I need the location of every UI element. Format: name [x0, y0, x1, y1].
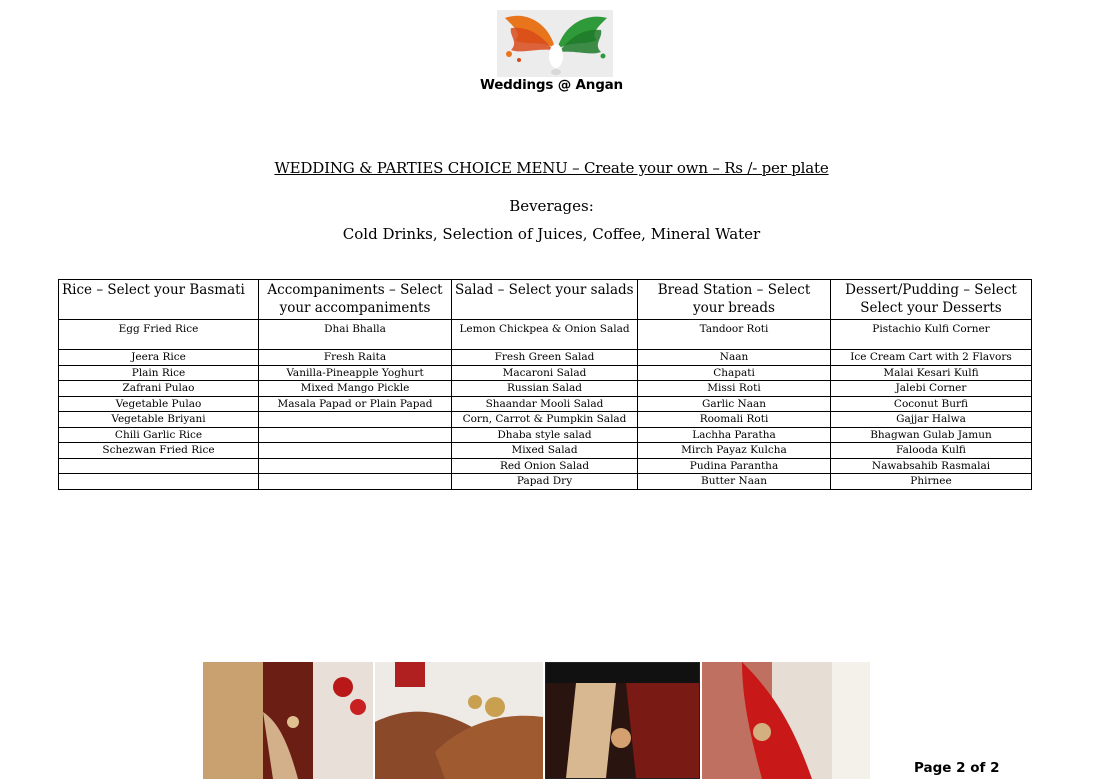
table-cell: Lemon Chickpea & Onion Salad: [452, 320, 638, 350]
table-cell: [259, 443, 452, 459]
table-cell: Egg Fried Rice: [59, 320, 259, 350]
table-row: [59, 381, 1032, 397]
table-cell: Malai Kesari Kulfi: [831, 365, 1032, 381]
table-row: [59, 443, 1032, 459]
table-cell: Mirch Payaz Kulcha: [638, 443, 831, 459]
table-cell: Falooda Kulfi: [831, 443, 1032, 459]
table-cell: Shaandar Mooli Salad: [452, 396, 638, 412]
menu-table: [58, 279, 1032, 490]
table-row: [59, 365, 1032, 381]
table-cell: Jalebi Corner: [831, 381, 1032, 397]
colour-splash-logo: [497, 10, 613, 77]
table-cell: Tandoor Roti: [638, 320, 831, 350]
logo-graphic: [497, 10, 613, 77]
table-cell: Garlic Naan: [638, 396, 831, 412]
table-cell: Chapati: [638, 365, 831, 381]
table-cell: Macaroni Salad: [452, 365, 638, 381]
table-cell: Vegetable Briyani: [59, 412, 259, 428]
table-cell: Lachha Paratha: [638, 427, 831, 443]
table-cell: Phirnee: [831, 474, 1032, 490]
table-cell: Coconut Burfi: [831, 396, 1032, 412]
table-cell: Roomali Roti: [638, 412, 831, 428]
table-cell: Fresh Green Salad: [452, 350, 638, 366]
table-cell: Zafrani Pulao: [59, 381, 259, 397]
beverages-heading: Beverages:: [509, 197, 594, 215]
table-cell: Red Onion Salad: [452, 458, 638, 474]
table-cell: Dhai Bhalla: [259, 320, 452, 350]
wedding-attire-photo: [203, 662, 373, 779]
table-row: [59, 412, 1032, 428]
table-cell: Vanilla-Pineapple Yoghurt: [259, 365, 452, 381]
table-cell: Mixed Mango Pickle: [259, 381, 452, 397]
header-rice: Rice – Select your Basmati: [59, 280, 259, 320]
table-cell: Mixed Salad: [452, 443, 638, 459]
table-cell: Corn, Carrot & Pumpkin Salad: [452, 412, 638, 428]
table-cell: Nawabsahib Rasmalai: [831, 458, 1032, 474]
table-cell: Papad Dry: [452, 474, 638, 490]
table-cell: [259, 474, 452, 490]
bride-groom-hands-photo: [545, 662, 700, 779]
table-cell: Masala Papad or Plain Papad: [259, 396, 452, 412]
brand-name: Weddings @ Angan: [480, 77, 623, 93]
table-cell: Naan: [638, 350, 831, 366]
menu-title: WEDDING & PARTIES CHOICE MENU – Create your own – Rs /- per plate: [274, 159, 829, 177]
table-cell: Fresh Raita: [259, 350, 452, 366]
wedding-photo-strip: [203, 662, 871, 779]
table-row: [59, 474, 1032, 490]
table-cell: [59, 458, 259, 474]
table-cell: Plain Rice: [59, 365, 259, 381]
beverages-items: Cold Drinks, Selection of Juices, Coffee, Mineral Water: [342, 225, 761, 243]
table-row: [59, 427, 1032, 443]
table-cell: [259, 412, 452, 428]
table-cell: Jeera Rice: [59, 350, 259, 366]
header-bread: Bread Station – Select your breads: [638, 280, 831, 320]
table-cell: Missi Roti: [638, 381, 831, 397]
header-accompaniments: Accompaniments – Select your accompaniments: [259, 280, 452, 320]
table-row: [59, 396, 1032, 412]
table-cell: [259, 427, 452, 443]
table-cell: Dhaba style salad: [452, 427, 638, 443]
table-cell: Pudina Parantha: [638, 458, 831, 474]
table-row: [59, 350, 1032, 366]
table-cell: Ice Cream Cart with 2 Flavors: [831, 350, 1032, 366]
red-dupatta-photo: [702, 662, 870, 779]
table-header-row: [59, 280, 1032, 320]
table-cell: [59, 474, 259, 490]
table-cell: Vegetable Pulao: [59, 396, 259, 412]
table-cell: Pistachio Kulfi Corner: [831, 320, 1032, 350]
table-cell: Schezwan Fried Rice: [59, 443, 259, 459]
table-cell: Russian Salad: [452, 381, 638, 397]
header-dessert: Dessert/Pudding – Select Select your Desserts: [831, 280, 1032, 320]
table-cell: Bhagwan Gulab Jamun: [831, 427, 1032, 443]
table-cell: Chili Garlic Rice: [59, 427, 259, 443]
header-salad: Salad – Select your salads: [452, 280, 638, 320]
table-row: [59, 320, 1032, 350]
table-cell: Gajjar Halwa: [831, 412, 1032, 428]
table-row: [59, 458, 1032, 474]
table-cell: Butter Naan: [638, 474, 831, 490]
henna-hands-photo: [375, 662, 543, 779]
table-cell: [259, 458, 452, 474]
page-number: Page 2 of 2: [914, 760, 1000, 776]
